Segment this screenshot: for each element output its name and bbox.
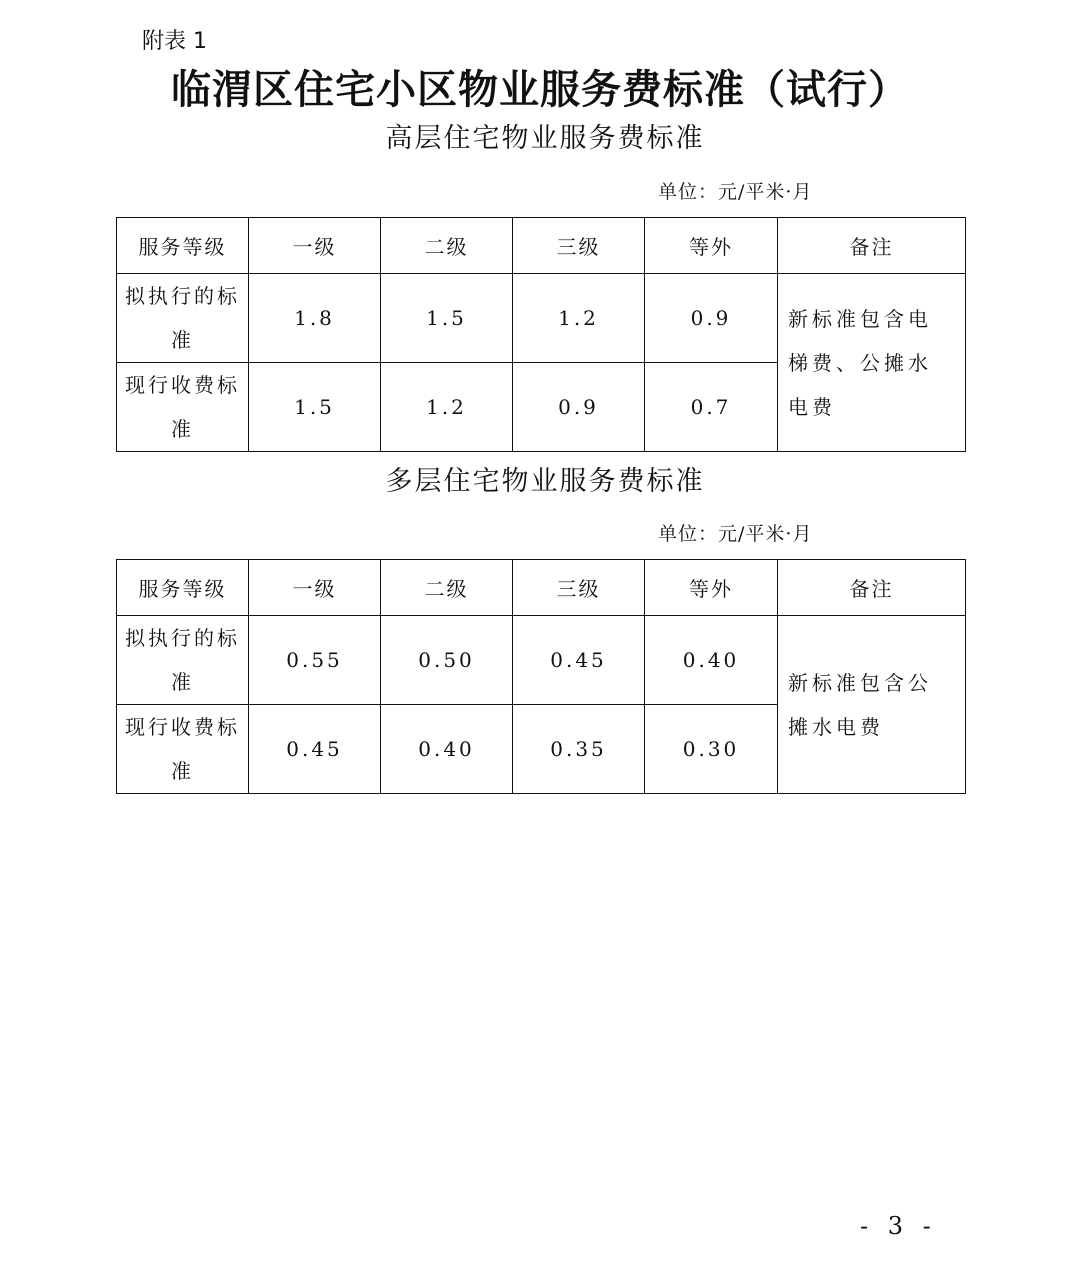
note-cell: 新标准包含公摊水电费 <box>778 616 966 794</box>
header-cell: 服务等级 <box>117 560 249 616</box>
fee-value: 0.45 <box>249 705 381 794</box>
multi-storey-subtitle: 多层住宅物业服务费标准 <box>385 466 705 497</box>
high-rise-subtitle: 高层住宅物业服务费标准 <box>385 123 705 154</box>
header-cell: 等外 <box>645 560 778 616</box>
header-cell: 二级 <box>381 218 513 274</box>
fee-value: 1.2 <box>381 363 513 452</box>
header-cell: 三级 <box>513 560 645 616</box>
header-cell: 一级 <box>249 218 381 274</box>
fee-value: 0.35 <box>513 705 645 794</box>
fee-value: 0.9 <box>645 274 778 363</box>
header-cell: 备注 <box>778 560 966 616</box>
row-label: 拟执行的标准 <box>117 616 249 705</box>
note-cell: 新标准包含电梯费、公摊水电费 <box>778 274 966 452</box>
fee-value: 0.45 <box>513 616 645 705</box>
header-cell: 备注 <box>778 218 966 274</box>
appendix-label: 附表 1 <box>142 29 207 54</box>
fee-value: 0.40 <box>645 616 778 705</box>
fee-value: 0.7 <box>645 363 778 452</box>
header-cell: 服务等级 <box>117 218 249 274</box>
table-row <box>117 274 966 363</box>
fee-value: 0.40 <box>381 705 513 794</box>
multi-storey-unit: 单位：元/平米·月 <box>658 523 813 545</box>
table-row <box>117 616 966 705</box>
multi-storey-fee-table <box>116 559 966 794</box>
fee-value: 1.5 <box>249 363 381 452</box>
fee-value: 0.9 <box>513 363 645 452</box>
header-cell: 三级 <box>513 218 645 274</box>
fee-value: 1.8 <box>249 274 381 363</box>
row-label: 拟执行的标准 <box>117 274 249 363</box>
header-cell: 等外 <box>645 218 778 274</box>
document-title: 临渭区住宅小区物业服务费标准（试行） <box>171 67 909 113</box>
table-header-row <box>117 560 966 616</box>
row-label: 现行收费标准 <box>117 363 249 452</box>
header-cell: 一级 <box>249 560 381 616</box>
high-rise-fee-table <box>116 217 966 452</box>
table-header-row <box>117 218 966 274</box>
header-cell: 二级 <box>381 560 513 616</box>
row-label: 现行收费标准 <box>117 705 249 794</box>
high-rise-unit: 单位：元/平米·月 <box>658 181 813 203</box>
fee-value: 0.50 <box>381 616 513 705</box>
fee-value: 1.2 <box>513 274 645 363</box>
fee-value: 0.30 <box>645 705 778 794</box>
page-number: - 3 - <box>860 1212 937 1240</box>
fee-value: 1.5 <box>381 274 513 363</box>
fee-value: 0.55 <box>249 616 381 705</box>
